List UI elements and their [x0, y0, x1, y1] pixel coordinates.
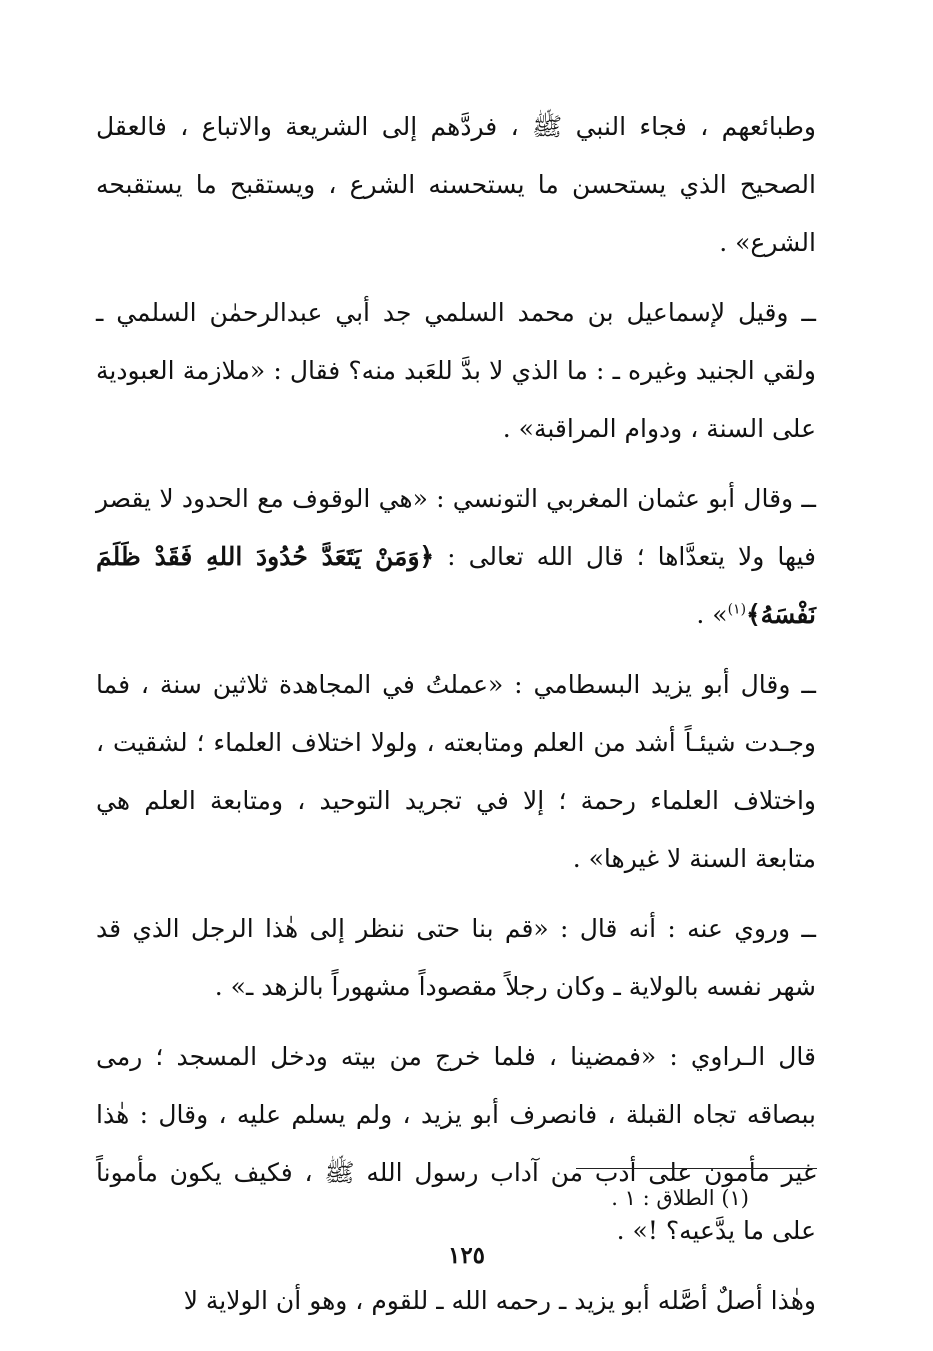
- body-text: [96, 98, 816, 1342]
- quran-verse: ﴿وَمَنْ يَتَعَدَّ حُدُودَ اللهِ فَقَدْ ظَلَمَ نَفْسَهُ﴾: [96, 542, 816, 629]
- footnote: (١) الطلاق : ١ .: [611, 1186, 749, 1210]
- paragraph-5: ــ وروي عنه : أنه قال : «قم بنا حتى ننظر إلى هٰذا الرجل الذي قد شهر نفسه بالولاية ـ وكان رجلاً مقصوداً مشهوراً بالزهد ـ» .: [96, 914, 816, 1001]
- paragraph-3-text: ــ وقال أبو عثمان المغربي التونسي : «هي الوقوف مع الحدود لا يقصر فيها ولا يتعدَّاها ؛ قال الله تعالى :: [96, 484, 817, 571]
- paragraph-4: ــ وقال أبو يزيد البسطامي : «عملتُ في المجاهدة ثلاثين سنة ، فما وجـدت شيئـاً أشد من العلم ومتابعته ، ولولا اختلاف العلماء ؛ لشقيت ، واختلاف العلماء رحمة ؛ إلا في تجريد التوحيد ، ومتابعة العلم هي متابعة السنة لا غيرها» .: [96, 670, 816, 873]
- paragraph-7: وهٰذا أصلٌ أصَّله أبو يزيد ـ رحمه الله ـ للقوم ، وهو أن الولاية لا: [183, 1286, 816, 1315]
- paragraph-3-closing: » .: [696, 600, 728, 629]
- paragraph-6: قال الـراوي : «فمضينا ، فلما خرج من بيته ودخل المسجد ؛ رمى ببصاقه تجاه القبلة ، فانصرف أبو يزيد ، ولم يسلم عليه ، وقال : هٰذا غير مأمون على أدب من آداب رسول الله ﷺ ، فكيف يكون مأموناً على ما يدَّعيه؟ !» .: [96, 1042, 816, 1245]
- page-number: ١٢٥: [447, 1242, 486, 1269]
- footnote-marker: (١): [727, 601, 747, 618]
- paragraph-2: ــ وقيل لإسماعيل بن محمد السلمي جد أبي عبدالرحمٰن السلمي ـ ولقي الجنيد وغيره ـ : ما الذي لا بدَّ للعَبد منه؟ فقال : «ملازمة العبودية على السنة ، ودوام المراقبة» .: [96, 298, 816, 443]
- paragraph-3: [96, 470, 816, 644]
- footnote-divider: [576, 1168, 817, 1169]
- paragraph-1: وطبائعهم ، فجاء النبي ﷺ ، فردَّهم إلى الشريعة والاتباع ، فالعقل الصحيح الذي يستحسن ما يستحسنه الشرع ، ويستقبح ما يستقبحه الشرع» .: [96, 112, 816, 257]
